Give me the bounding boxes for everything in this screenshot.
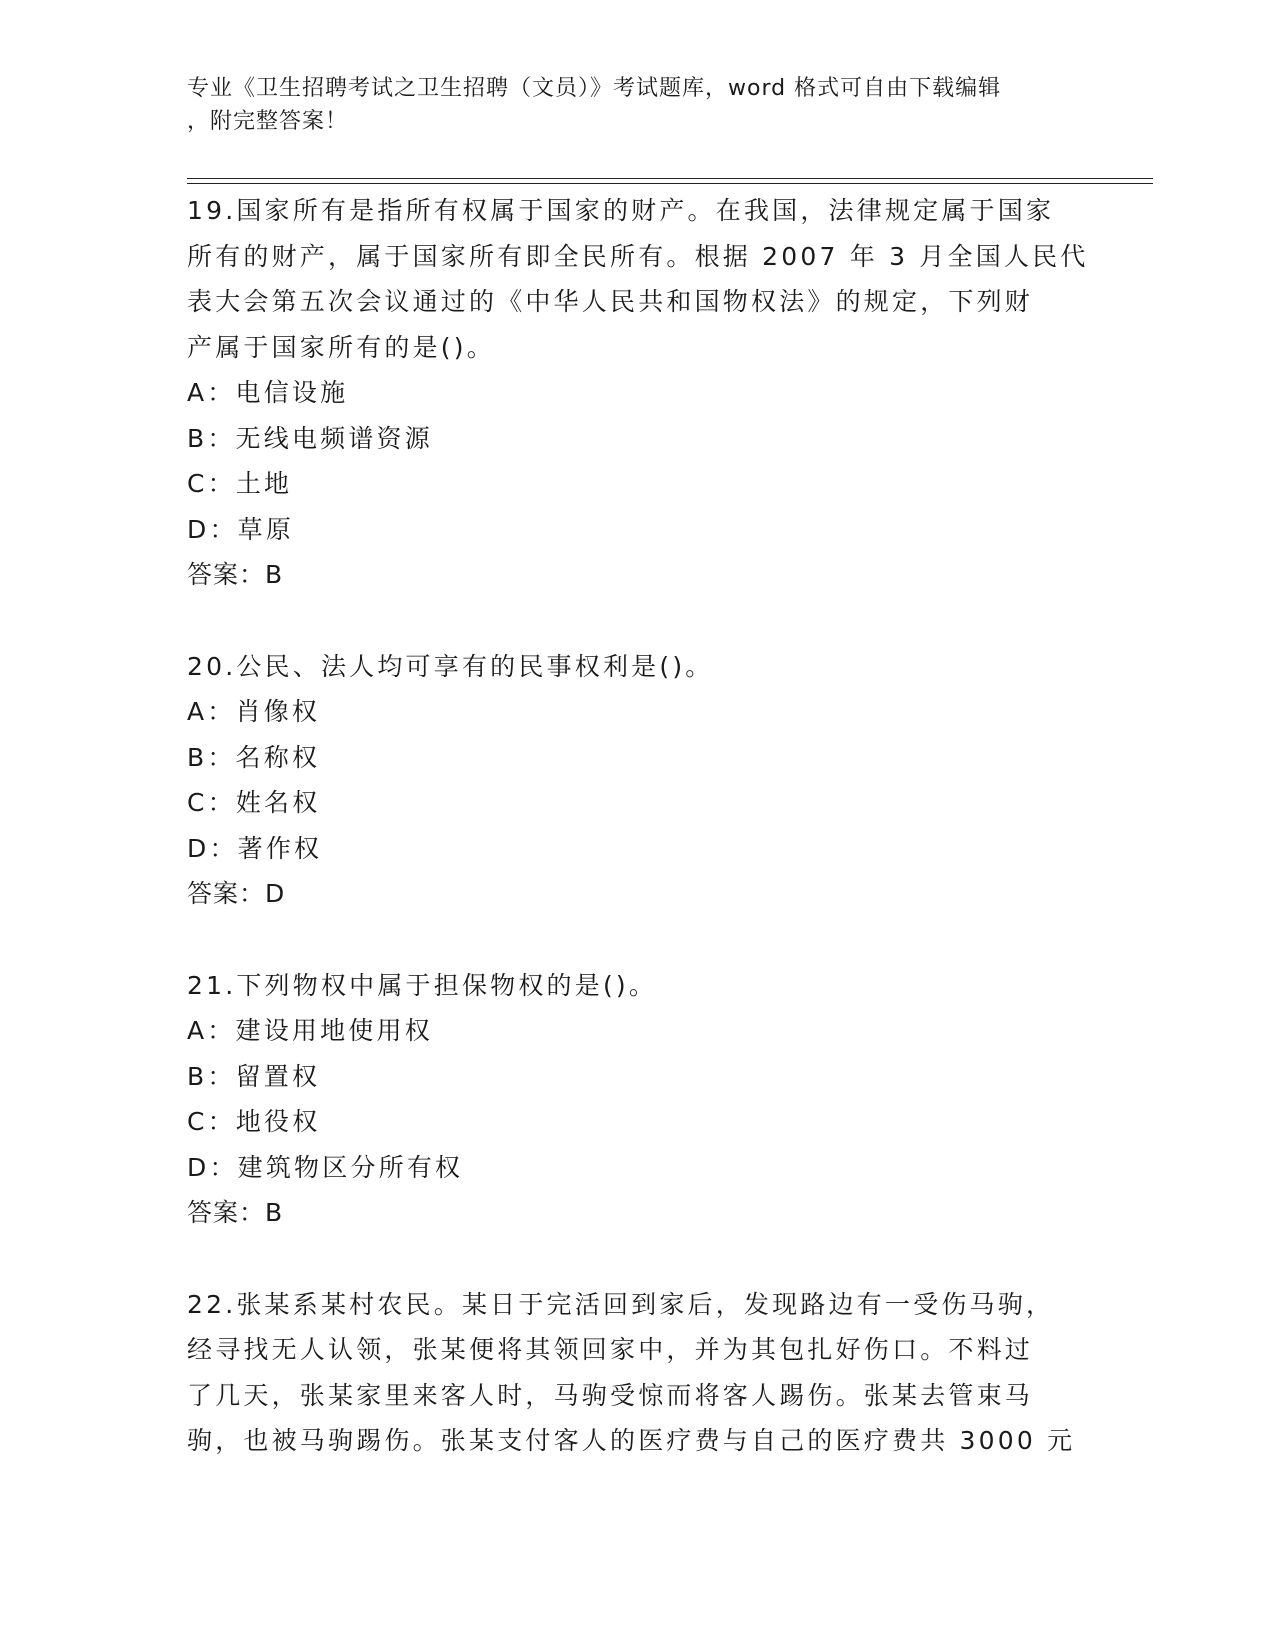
- question-19: [187, 188, 1087, 598]
- option-d: D：草原: [187, 514, 295, 544]
- question-text: 19.国家所有是指所有权属于国家的财产。在我国，法律规定属于国家: [187, 196, 1055, 225]
- header-line-1: 专业《卫生招聘考试之卫生招聘（文员）》考试题库，word 格式可自由下载编辑: [187, 76, 1002, 101]
- answer: 答案：D: [187, 879, 286, 908]
- question-text: 驹，也被马驹踢伤。张某支付客人的医疗费与自己的医疗费共 3000 元: [187, 1426, 1076, 1455]
- header-divider-top: [187, 178, 1153, 179]
- option-d: D：著作权: [187, 833, 323, 863]
- option-b: B：无线电频谱资源: [187, 423, 433, 453]
- option-b: B：留置权: [187, 1061, 321, 1091]
- option-c: C：地役权: [187, 1107, 321, 1136]
- question-list: [187, 188, 1087, 1510]
- option-a: A：电信设施: [187, 378, 349, 407]
- option-b: B：名称权: [187, 742, 321, 772]
- question-text: 21.下列物权中属于担保物权的是()。: [187, 970, 658, 1000]
- question-text: 20.公民、法人均可享有的民事权利是()。: [187, 651, 714, 681]
- question-text: 产属于国家所有的是()。: [187, 332, 495, 362]
- option-d: D：建筑物区分所有权: [187, 1152, 464, 1182]
- question-21: [187, 963, 1087, 1236]
- question-text: 22.张某系某村农民。某日于完活回到家后，发现路边有一受伤马驹，: [187, 1289, 1055, 1319]
- question-text: 经寻找无人认领，张某便将其领回家中，并为其包扎好伤口。不料过: [187, 1335, 1034, 1364]
- header-line-2: ，附完整答案！: [187, 109, 349, 134]
- question-text: 了几天，张某家里来客人时，马驹受惊而将客人踢伤。张某去管束马: [187, 1380, 1034, 1410]
- option-a: A：建设用地使用权: [187, 1016, 433, 1045]
- answer: 答案：B: [187, 560, 284, 589]
- question-20: [187, 644, 1087, 917]
- document-header: [187, 72, 1067, 138]
- question-text: 所有的财产，属于国家所有即全民所有。根据 2007 年 3 月全国人民代: [187, 241, 1089, 271]
- option-c: C：土地: [187, 469, 293, 498]
- header-divider-bottom: [187, 183, 1153, 184]
- question-text: 表大会第五次会议通过的《中华人民共和国物权法》的规定，下列财: [187, 287, 1034, 316]
- answer: 答案：B: [187, 1198, 284, 1227]
- question-22: [187, 1282, 1087, 1464]
- option-a: A：肖像权: [187, 697, 321, 726]
- option-c: C：姓名权: [187, 788, 321, 817]
